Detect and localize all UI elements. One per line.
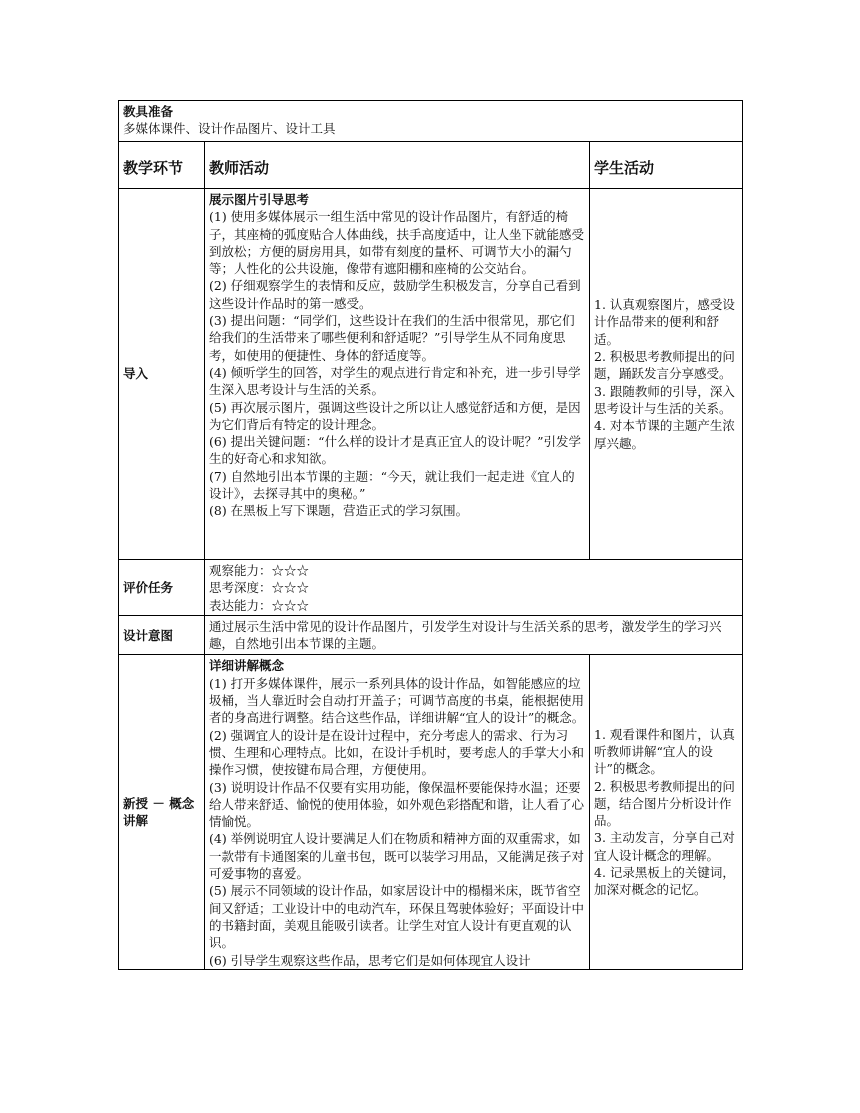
evaluation-item: 思考深度：☆☆☆ [209, 580, 310, 596]
table-header-row [119, 142, 743, 189]
design-intent-content: 通过展示生活中常见的设计作品图片，引发学生对设计与生活关系的思考，激发学生的学习兴趣，自然地引出本节课的主题。 [205, 615, 743, 655]
new-lesson-student-item: 1. 观看课件和图片，认真听教师讲解“宜人的设计”的概念。 [594, 726, 735, 777]
intro-teacher-item: (4) 倾听学生的回答，对学生的观点进行肯定和补充，进一步引导学生深入思考设计与生活的关系。 [209, 364, 581, 398]
new-lesson-teacher-item: (4) 举例说明宜人设计要满足人们在物质和精神方面的双重需求，如一款带有卡通图案的儿童书包，既可以装学习用品，又能满足孩子对可爱事物的喜爱。 [209, 831, 585, 882]
new-lesson-student-item: 2. 积极思考教师提出的问题，结合图片分析设计作品。 [594, 778, 735, 829]
intro-teacher-item: (2) 仔细观察学生的表情和反应，鼓励学生积极发言，分享自己看到这些设计作品时的第一感受。 [209, 278, 581, 311]
header-teacher: 教师活动 [205, 142, 590, 189]
design-intent-row [119, 615, 743, 655]
new-lesson-teacher-item: (3) 说明设计作品不仅要有实用功能，像保温杯要能保持水温；还要给人带来舒适、愉悦的使用体验，如外观色彩搭配和谐，让人看了心情愉悦。 [209, 779, 585, 830]
prep-content: 多媒体课件、设计作品图片、设计工具 [123, 121, 336, 137]
intro-teacher-item: (5) 再次展示图片，强调这些设计之所以让人感觉舒适和方便，是因为它们背后有特定的设计理念。 [209, 399, 581, 432]
new-lesson-teacher-item: (2) 强调宜人的设计是在设计过程中，充分考虑人的需求、行为习惯、生理和心理特点。比如，在设计手机时，要考虑人的手掌大小和操作习惯，使按键布局合理，方便使用。 [209, 727, 585, 778]
intro-student-item: 1. 认真观察图片，感受设计作品带来的便利和舒适。 [594, 297, 735, 347]
prep-row [119, 101, 743, 142]
lesson-plan-page [118, 100, 742, 970]
intro-teacher-item: (7) 自然地引出本节课的主题：“今天，就让我们一起走进《宜人的设计》，去探寻其中的奥秘。” [209, 468, 575, 502]
new-lesson-teacher-item: (6) 引导学生观察这些作品，思考它们是如何体现宜人设计 [209, 952, 531, 968]
evaluation-item: 表达能力：☆☆☆ [209, 597, 310, 613]
prep-title: 教具准备 [123, 104, 174, 119]
intro-student-item: 3. 跟随教师的引导，深入思考设计与生活的关系。 [594, 383, 735, 416]
intro-teacher-item: (3) 提出问题：“同学们，这些设计在我们的生活中很常见，那它们给我们的生活带来了哪些便利和舒适呢？”引导学生从不同角度思考，如使用的便捷性、身体的舒适度等。 [209, 313, 575, 363]
new-lesson-teacher-item: (5) 展示不同领域的设计作品，如家居设计中的榻榻米床，既节省空间又舒适；工业设计中的电动汽车，环保且驾驶体验好；平面设计中的书籍封面，美观且能吸引读者。让学生对宜人设计有更直观的认识。 [209, 883, 585, 951]
new-lesson-teacher-title: 详细讲解概念 [209, 658, 285, 674]
intro-teacher-cell [205, 189, 590, 560]
header-student: 学生活动 [590, 142, 743, 189]
lesson-plan-table [118, 100, 743, 970]
intro-teacher-item: (1) 使用多媒体展示一组生活中常见的设计作品图片，有舒适的椅子，其座椅的弧度贴合人体曲线，扶手高度适中，让人坐下就能感受到放松；方便的厨房用具，如带有刻度的量杯、可调节大小的漏勺等；人性化的公共设施，像带有遮阳棚和座椅的公交站台。 [209, 209, 585, 277]
header-stage: 教学环节 [119, 142, 205, 189]
intro-student-item: 2. 积极思考教师提出的问题，踊跃发言分享感受。 [594, 349, 735, 382]
intro-teacher-title: 展示图片引导思考 [209, 192, 310, 207]
new-lesson-teacher-cell [205, 655, 590, 969]
new-lesson-row [119, 655, 743, 969]
evaluation-label: 评价任务 [119, 560, 205, 616]
new-lesson-student-cell [590, 655, 743, 969]
intro-teacher-item: (8) 在黑板上写下课题，营造正式的学习氛围。 [209, 503, 469, 519]
intro-teacher-item: (6) 提出关键问题：“什么样的设计才是真正宜人的设计呢？”引发学生的好奇心和求知欲。 [209, 434, 581, 467]
design-intent-label: 设计意图 [119, 615, 205, 655]
prep-cell [119, 101, 743, 142]
new-lesson-student-item: 3. 主动发言，分享自己对宜人设计概念的理解。 [594, 830, 735, 863]
intro-row [119, 189, 743, 560]
new-lesson-label: 新授 － 概念讲解 [119, 655, 205, 969]
evaluation-row [119, 560, 743, 616]
new-lesson-student-item: 4. 记录黑板上的关键词，加深对概念的记忆。 [594, 865, 735, 898]
intro-label: 导入 [119, 189, 205, 560]
intro-student-cell [590, 189, 743, 560]
new-lesson-teacher-item: (1) 打开多媒体课件，展示一系列具体的设计作品，如智能感应的垃圾桶，当人靠近时会自动打开盖子；可调节高度的书桌，能根据使用者的身高进行调整。结合这些作品，详细讲解“宜人的设计”的概念。 [209, 675, 585, 726]
evaluation-cell [205, 560, 743, 616]
intro-student-item: 4. 对本节课的主题产生浓厚兴趣。 [594, 418, 735, 451]
evaluation-item: 观察能力：☆☆☆ [209, 563, 310, 578]
